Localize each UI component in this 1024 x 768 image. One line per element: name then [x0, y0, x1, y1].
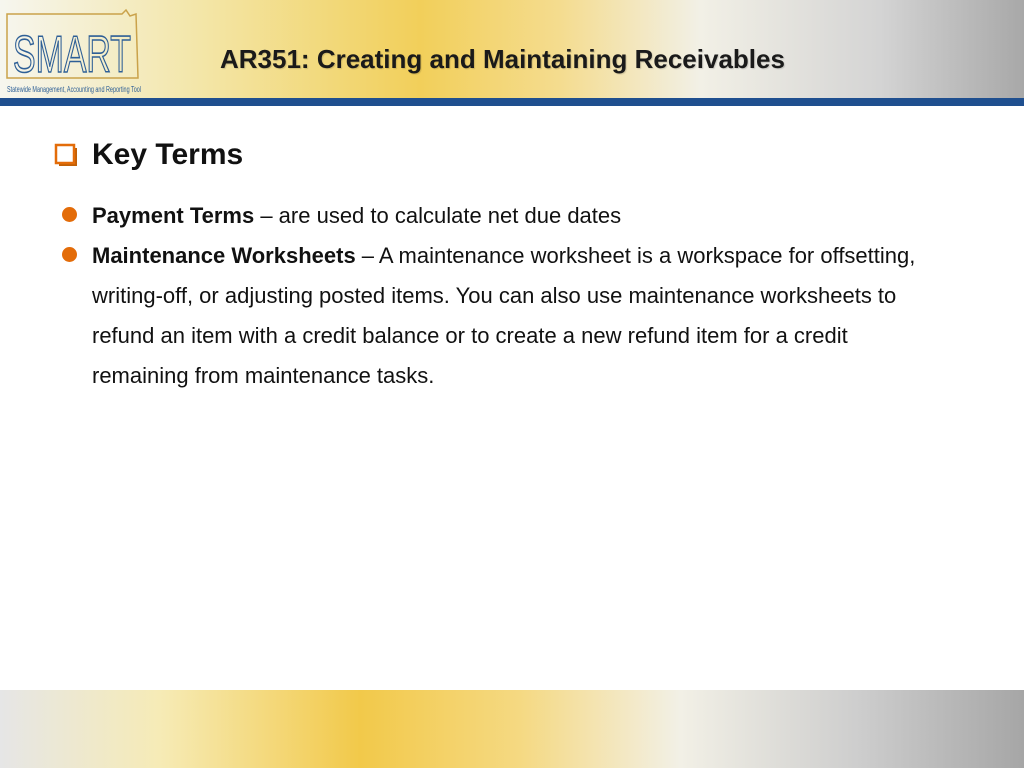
list-item: [60, 236, 920, 396]
slide-title: AR351: Creating and Maintaining Receivables: [220, 44, 785, 74]
term-name: Payment Terms: [92, 203, 255, 228]
hollow-square-bullet-icon: [54, 140, 80, 170]
list-item: [60, 196, 920, 236]
section-heading: Key Terms: [92, 138, 244, 171]
term-definition: – are used to calculate net due dates: [254, 203, 622, 228]
smart-logo: [4, 8, 144, 96]
term-definition: – A maintenance worksheet is a workspace for offsetting, writing-off, or adjusting posted items. You can also use maintenance worksheets to refund an item with a credit balance or to create a new refund item for a credit remaining from maintenance tasks.: [92, 243, 916, 388]
key-terms-list: [60, 196, 920, 396]
logo-wordmark: SMART: [13, 26, 131, 84]
bullet-dot-icon: [62, 247, 77, 262]
bullet-dot-icon: [62, 207, 77, 222]
logo-tagline: Statewide Management, Accounting and Reporting Tool: [7, 85, 142, 94]
term-name: Maintenance Worksheets: [92, 243, 356, 268]
header-divider: [0, 98, 1024, 106]
key-terms-section: [54, 138, 243, 172]
footer-banner: [0, 690, 1024, 768]
